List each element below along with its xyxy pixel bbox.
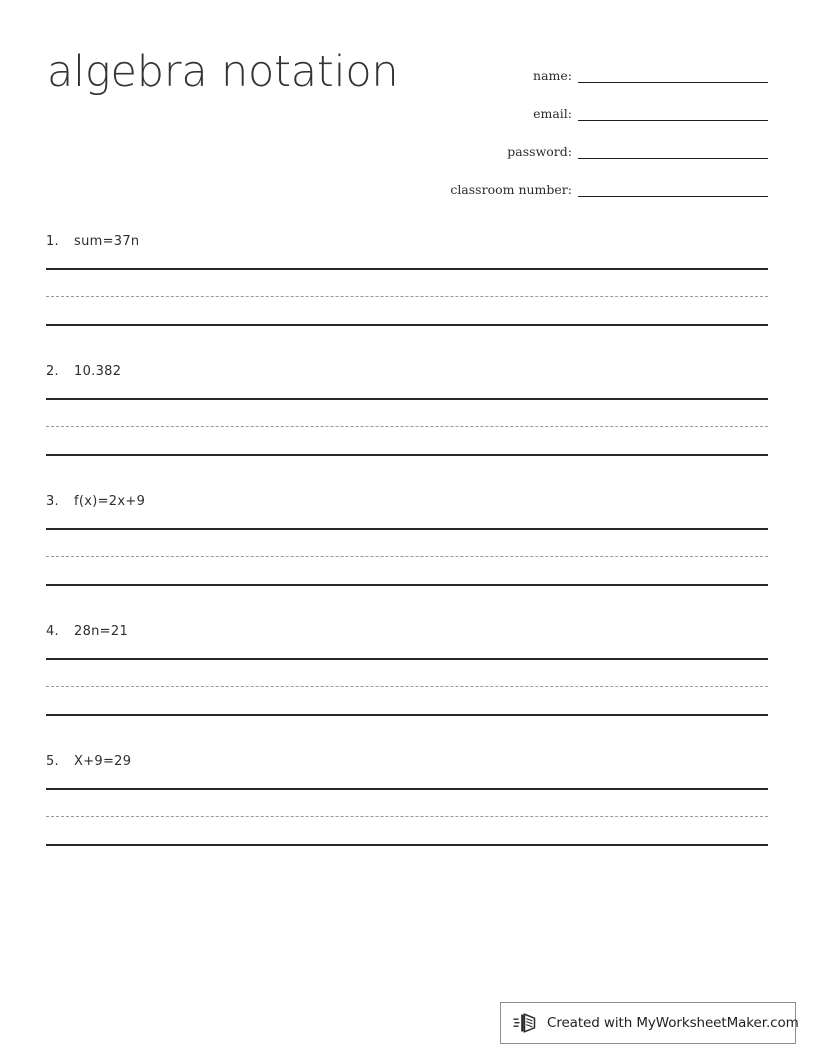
info-row-password — [430, 123, 768, 161]
rule-solid-top — [46, 528, 768, 530]
rule-dashed-mid — [46, 686, 768, 687]
name-field-label: name: — [533, 67, 572, 83]
question-number-2: 2. — [46, 364, 59, 379]
rule-dashed-mid — [46, 296, 768, 297]
answer-ruling-2[interactable] — [46, 398, 768, 456]
answer-ruling-4[interactable] — [46, 658, 768, 716]
rule-solid-bottom — [46, 844, 768, 846]
question-block-1 — [0, 222, 816, 352]
question-block-5 — [0, 742, 816, 872]
rule-solid-bottom — [46, 454, 768, 456]
rule-solid-bottom — [46, 714, 768, 716]
question-block-4 — [0, 612, 816, 742]
rule-dashed-mid — [46, 556, 768, 557]
answer-ruling-3[interactable] — [46, 528, 768, 586]
question-list — [0, 222, 816, 872]
rule-dashed-mid — [46, 816, 768, 817]
classroom-number-field-label: classroom number: — [450, 181, 572, 197]
myworksheetmaker-logo-icon — [513, 1011, 539, 1035]
rule-dashed-mid — [46, 426, 768, 427]
created-with-label: Created with MyWorksheetMaker.com — [547, 1015, 799, 1031]
question-text-1: sum=37n — [74, 234, 140, 249]
info-row-classroom-number — [430, 161, 768, 199]
page-title: algebra notation — [47, 47, 399, 97]
question-text-2: 10.382 — [74, 364, 122, 379]
question-text-5: X+9=29 — [74, 754, 132, 769]
answer-ruling-5[interactable] — [46, 788, 768, 846]
rule-solid-bottom — [46, 324, 768, 326]
info-row-email — [430, 85, 768, 123]
question-prompt-1 — [46, 234, 139, 249]
created-with-badge[interactable] — [500, 1002, 799, 1044]
classroom-number-field-input[interactable] — [578, 196, 768, 197]
rule-solid-top — [46, 268, 768, 270]
question-block-3 — [0, 482, 816, 612]
question-prompt-5 — [46, 754, 131, 769]
worksheet-header — [0, 0, 816, 200]
question-prompt-3 — [46, 494, 145, 509]
question-number-5: 5. — [46, 754, 59, 769]
rule-solid-top — [46, 398, 768, 400]
email-field-label: email: — [533, 105, 572, 121]
rule-solid-bottom — [46, 584, 768, 586]
student-info-form — [430, 47, 768, 199]
question-number-3: 3. — [46, 494, 59, 509]
question-text-4: 28n=21 — [74, 624, 129, 639]
question-number-4: 4. — [46, 624, 59, 639]
rule-solid-top — [46, 658, 768, 660]
question-number-1: 1. — [46, 234, 59, 249]
email-field-input[interactable] — [578, 120, 768, 121]
password-field-label: password: — [507, 143, 572, 159]
question-prompt-2 — [46, 364, 121, 379]
question-text-3: f(x)=2x+9 — [74, 494, 146, 509]
info-row-name — [430, 47, 768, 85]
rule-solid-top — [46, 788, 768, 790]
password-field-input[interactable] — [578, 158, 768, 159]
question-block-2 — [0, 352, 816, 482]
name-field-input[interactable] — [578, 82, 768, 83]
question-prompt-4 — [46, 624, 128, 639]
answer-ruling-1[interactable] — [46, 268, 768, 326]
